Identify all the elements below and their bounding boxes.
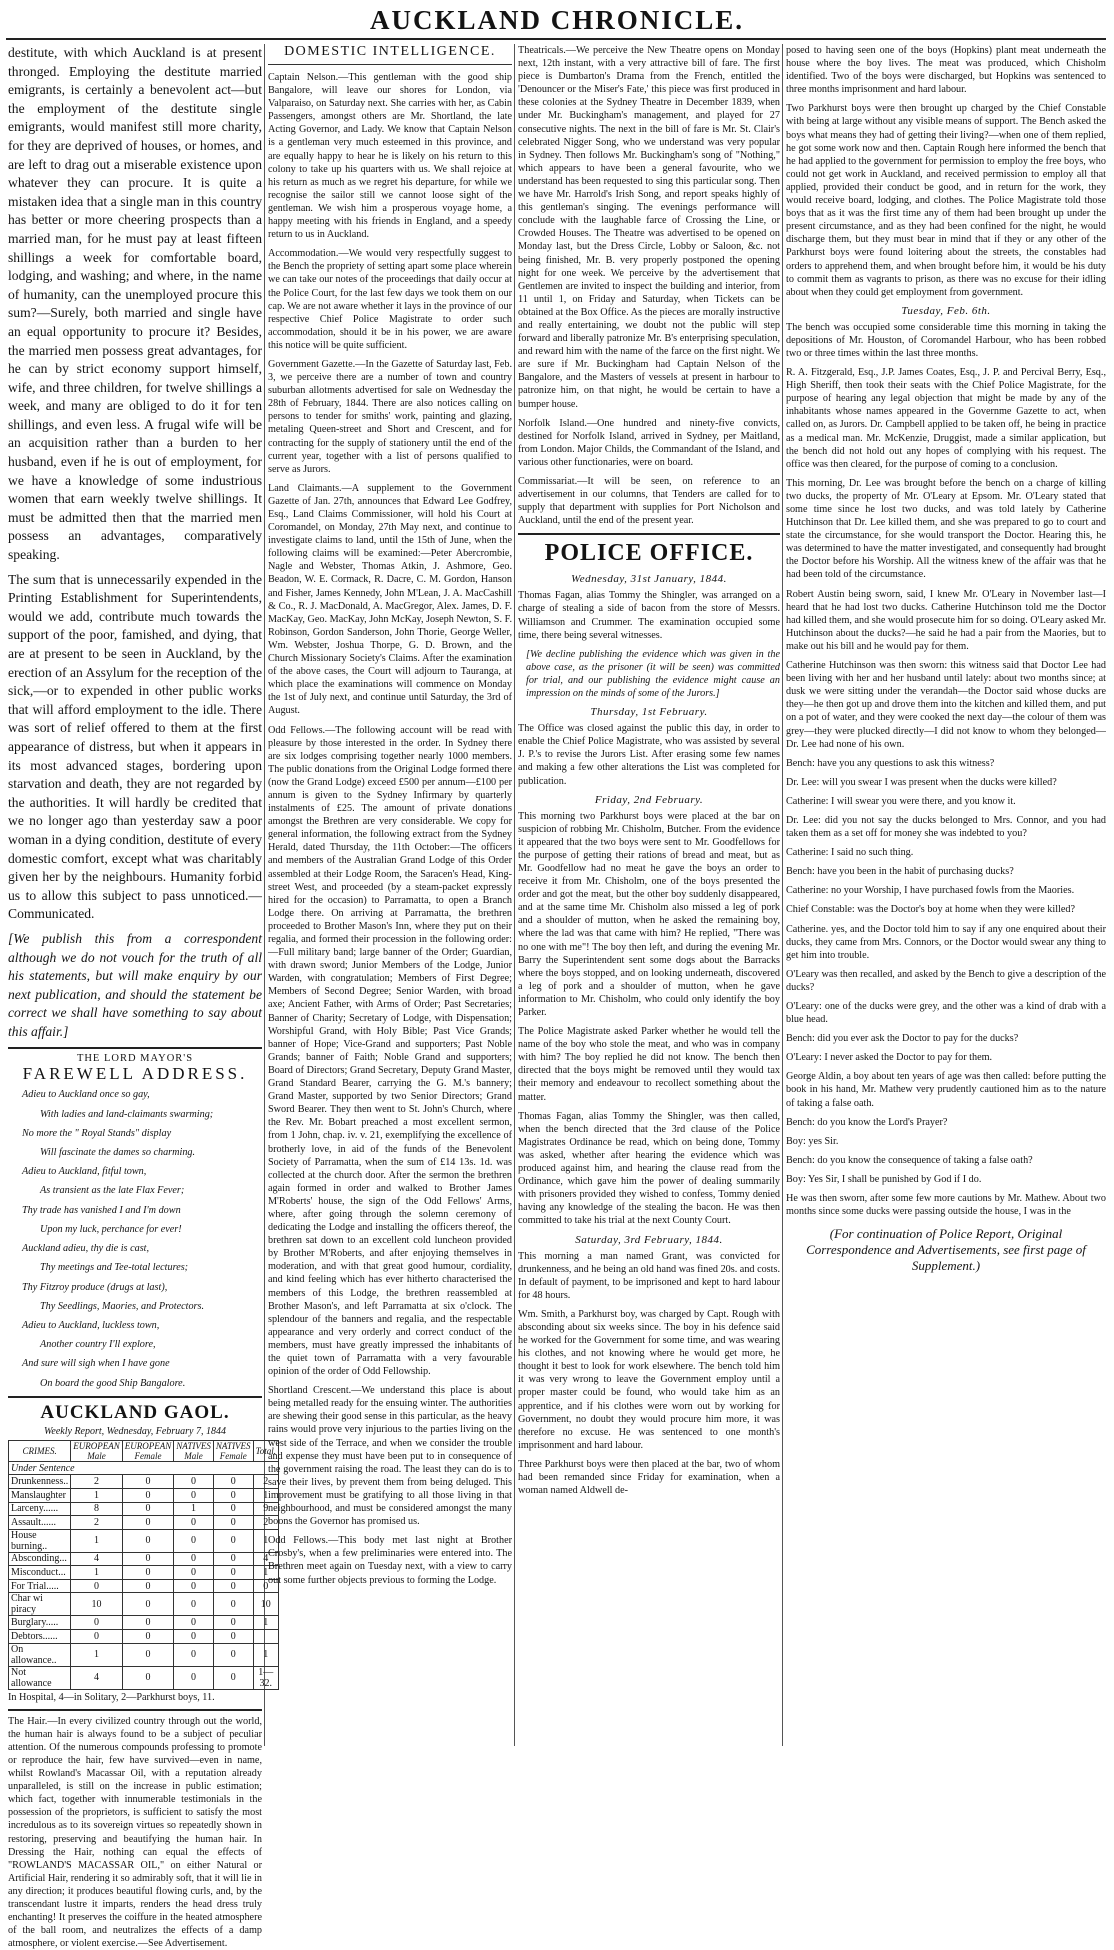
dialogue-line: He was then sworn, after some few more cautions by Mr. Mathew. About two months since some ducks were passing outside the house, I was in the [786,1193,1106,1218]
dialogue-line: Chief Constable: was the Doctor's boy at home when they were killed? [786,904,1075,916]
table-cell: 1 [253,1488,278,1502]
dialogue-line: Catherine: I said no such thing. [786,847,914,859]
table-cell: 1 [71,1566,123,1580]
poem [8,1088,262,1389]
dialogue-line: Catherine: no your Worship, I have purchased fowls from the Maories. [786,885,1075,897]
table-row [9,1529,279,1552]
dialogue-line: George Aldin, a boy about ten years of age was then called: before putting the book in his hand, Mr. Mathew very prudently cautioned him as to the nature of taking a false oath. [786,1071,1106,1109]
table-cell: 0 [71,1579,123,1593]
table-cell: 0 [174,1666,214,1689]
column-4 [786,44,1106,1746]
table-header-row [9,1440,279,1461]
news-item: Accommodation.—We would very respectfully suggest to the Bench the propriety of setting apart some place wherein we can take our notes of the proceedings that daily occur at the Police Court, for the last few days we took them on our cap. We are not aware whether it lays in the province of our respective Chief Police Magistrate to order such accommodation, should it be in his power, we are aware this notice will be quite sufficient. [268,248,512,351]
dialogue-line: Bench: do you know the consequence of taking a false oath? [786,1154,1033,1166]
column-3 [518,44,780,1746]
date-heading: Saturday, 3rd February, 1844. [575,1233,723,1246]
poem-line: Another country I'll explore, [40,1339,156,1351]
poem-line: Upon my luck, perchance for ever! [40,1223,182,1235]
gaol-report-title: AUCKLAND GAOL. [8,1396,262,1424]
dialogue-line: Dr. Lee: will you swear I was present when the ducks were killed? [786,776,1057,788]
poem-line: And sure will sigh when I have gone [22,1358,170,1370]
table-cell: Burglary..... [9,1616,71,1630]
news-item: Odd Fellows.—The following account will be read with pleasure by those interested in the order. In Sydney there are six lodges comprising together nearly 1000 members. The public donations from the Original Lodge formed there (now the Grand Lodge) exceed £500 per annum—£100 per annum is given to the Sydney Infirmary by quarterly instalments of £25. The amount of private donations amongst the Brethren are very considerable. We copy for general information, the following extract from the Sydney Herald, dated Thursday, the 11th October:—The officers and members of the Australian Grand Lodge of this Order assembled at their Lodge Room, the Saracen's Head, King-street West, and proceeded (by a steam-packet expressly hired for the occasion) to Parramatta, to open a Branch Lodge there. On arriving at Parramatta, the brethren proceeded to Brother Mason's Inn, where they put on their regalia, and formed their procession in the following order:—Full military band; large banner of the Order; Guardian, with drawn sword; Junior Members of the Lodge, Junior Warden, with congratulation; Members of First Degree; Members of Second Degree; Senior Warden, with broad axe; Ancient Father, with Arms of Order; Past Secretaries; Banner of Charity; Secretary of Lodge, with Dispensation; Worshipful Grand, with Holy Bible; Past Vice Grands; banner of Hope; Vice-Grand and supporters; Past Noble Grands; banner of Faith; Noble Grand and supporters; Board of Directors; Grand Secretary, Deputy Grand Master, Grand Standard Bearer, carrying the G. M.'s bannery; Grand Master, supported by two Senior Directors; Grand Sword Bearer. They then went to St. John's Church, where the Rev. Mr. Bobart preached a most excellent sermon, from 1 John, chap. iv. v. 21, exemplifying the excellence of brotherly love, in aid of the funds of the Benevolent Society of Parramatta, when the sum of £14 13s. 1d. was collected at the church door. After the sermon the brethren again formed in order and walked to Brother James M'Roberts' house, the sign of the Odd Fellows' Arms, where, after going through the solemn ceremony of dedicating the Lodge and installing the officers thereof, the brethren sat down to an excellent cold luncheon provided by Brother M'Roberts, and after enjoying themselves in moderation, and with that great good humour, cordiality, and kind feeling which has ever hitherto characterised the members of this Lodge, the brethren reassembled at Brother Mason's, and left Parramatta at six o'clock. The splendour of the banners and regalia, and the respectable appearance and very orderly and correct conduct of the members, must have greatly impressed the inhabitants of the quiet town of Parramatta with a very favourable opinion of the order of Odd Fellowship. [268,724,512,1378]
table-row [9,1516,279,1530]
table-cell: 0 [213,1593,253,1616]
dialogue-line: Bench: have you any questions to ask this witness? [786,757,995,769]
table-cell: 2 [253,1516,278,1530]
table-cell: Manslaughter [9,1488,71,1502]
section-title: DOMESTIC INTELLIGENCE. [268,44,512,65]
date-heading: Friday, 2nd February. [594,793,704,806]
column-header: EUROPEAN Male [71,1440,123,1461]
column-header: CRIMES. [9,1440,71,1461]
table-cell: 0 [122,1475,174,1489]
dialogue-line: Catherine: I will swear you were there, and you know it. [786,795,1016,807]
poem-line: Thy meetings and Tee-total lectures; [40,1262,189,1274]
table-cell: Misconduct... [9,1566,71,1580]
gaol-note: In Hospital, 4—in Solitary, 2—Parkhurst boys, 11. [8,1691,215,1703]
table-cell: Char wi piracy [9,1593,71,1616]
table-cell: 0 [122,1666,174,1689]
poem-heading [8,1047,262,1084]
table-row [9,1616,279,1630]
column-header: NATIVES Male [174,1440,214,1461]
column-1 [8,44,276,1950]
table-cell: 0 [122,1593,174,1616]
dialogue-line: Dr. Lee: did you not say the ducks belonged to Mrs. Connor, and you had taken them as a set off for money she was indebted to you? [786,814,1106,840]
poem-title-small: THE LORD MAYOR'S [76,1053,194,1065]
table-cell: 0 [174,1643,214,1666]
table-cell: 0 [122,1566,174,1580]
editorial-note: [We decline publishing the evidence which was given in the above case, as the prisoner (it will be seen) was committed for trial, and our publishing the evidence might cause an impression on the minds of some of the Jurors.] [526,648,780,700]
report-paragraph: This morning two Parkhurst boys were placed at the bar on suspicion of robbing Mr. Chisholm, Butcher. From the evidence it appeared that the two boys were sent to Mr. Goodfellows for the purpose of getting their rations of bread and meat, but as Mr. Goodfellow had no meat he gave the boys an order to receive it from Mr. Chisholm, one of the boys presented the order and got the meat, but the other boy suddenly disappeared, and at the same time Mr. Chisholm also missed a leg of pork and a shoulder of mutton, when he asked the remaining boy, where the lad was that came with him? He replied, "There was no one with me"! The boy then left, and during the evening Mr. Barry the Superintendent sent some dogs about the Barracks where the boys stopped, and on looking underneath, discovered a leg of pork and a shoulder of mutton, when he gave information to Mr. Chisholm, who could only identify the boy Parker. [518,810,780,1018]
report-paragraph: The bench was occupied some considerable time this morning in taking the depositions of Mr. Houston, of Coromandel Harbour, who has been robbed two or three times within the last three months. [786,321,1106,359]
dialogue-line: Boy: Yes Sir, I shall be punished by God if I do. [786,1173,982,1185]
table-row [9,1579,279,1593]
hair-advertisement [8,1709,262,1950]
dialogue-line: O'Leary was then recalled, and asked by the Bench to give a description of the ducks? [786,968,1106,993]
table-cell: 10 [253,1593,278,1616]
table-cell: 0 [174,1566,214,1580]
masthead-rule [6,38,1106,40]
table-cell: 0 [174,1616,214,1630]
table-row [9,1502,279,1516]
column-header: NATIVES Female [213,1440,253,1461]
poem-line: Auckland adieu, thy die is cast, [22,1243,150,1255]
table-cell: 0 [122,1579,174,1593]
column-divider [514,44,515,1746]
table-cell: 0 [122,1488,174,1502]
poem-line: Adieu to Auckland, fitful town, [22,1166,147,1178]
news-item: Odd Fellows.—This body met last night at Brother Crosby's, when a few preliminaries were entered into. The Brethren meet again on Tuesday next, with a view to carry out some further objects previous to forming the Lodge. [268,1535,512,1586]
table-row [9,1666,279,1689]
date-heading: Thursday, 1st February. [590,706,708,719]
column-2 [268,44,512,1746]
poem-line: As transient as the late Flax Fever; [40,1185,185,1197]
table-cell: Under Sentence [9,1461,279,1475]
table-row [9,1630,279,1644]
newspaper-title: AUCKLAND CHRONICLE. [369,4,745,35]
report-paragraph: The Police Magistrate asked Parker whether he would tell the name of the boy who stole the meat, and who was in company with him? The boy replied he did not know. The bench then directed that the boys might be removed until they would tax their memory and endeavour to recollect something about the matter. [518,1026,780,1103]
poem-line: On board the good Ship Bangalore. [40,1377,186,1389]
table-cell: 9 [253,1502,278,1516]
table-row [9,1488,279,1502]
table-cell: 0 [174,1529,214,1552]
table-row [9,1593,279,1616]
report-paragraph: This morning, Dr. Lee was brought before the bench on a charge of killing two ducks, the property of Mr. O'Leary at Epsom. Mr. O'Leary stated that some time since he lost two ducks, and was told lately by Catherine Hutchinson that Dr. Lee killed them, and she was prepared to go to court and state the circumstance, for she would transport the Doctor. Hearing this, he was determined to have the matter investigated, and consequently had brought the Doctor before his Worship. All the witness knew of the affair was that he had been told of the circumstance. [786,477,1106,581]
news-item: Captain Nelson.—This gentleman with the good ship Bangalore, will leave our shores for London, via Valparaiso, on Saturday next. She carries with her, as Cabin Passengers, amongst others are Mr. Shortland, the late Acting Governor, and Lady. We know that Captain Nelson is a gentleman very much esteemed in this province, and are equally happy to hear he is likely on his return to this colony to take up his quarters with us. We shall rejoice at his return as much as we regret his departure, for while we recognise the sailor still we cannot loose sight of the gentleman. We wish him a prosperous voyage home, a happy meeting with his friends in England, and a speedy return to us in Auckland. [268,72,512,241]
table-cell: 0 [213,1643,253,1666]
lead-article [8,44,262,1041]
table-cell: 0 [122,1516,174,1530]
table-cell: For Trial..... [9,1579,71,1593]
table-cell: 1—32. [253,1666,278,1689]
news-item: Government Gazette.—In the Gazette of Saturday last, Feb. 3, we perceive there are a number of town and country suburban allotments advertised for sale on Wednesday the 28th of February, 1844. There are also notices calling on persons to tender for smiths' work, painting and glazing, metaling Queen-street and Short and Crescent, and for contracting for the supply of stationery until the end of the current year, together with a list of persons qualified to serve as Jurors. [268,358,512,475]
table-cell: 0 [213,1529,253,1552]
table-cell: 8 [71,1502,123,1516]
continuation-note: (For continuation of Police Report, Original Correspondence and Advertisements, see first page of Supplement.) [806,1226,1086,1274]
table-cell: Debtors...... [9,1630,71,1644]
report-paragraph: The Office was closed against the public this day, in order to enable the Chief Police Magistrate, who was assisted by several J. P.'s to revise the Jurors List. After erasing some few names and making a few other alterations the List was completed for publication. [518,723,780,787]
table-cell: 0 [213,1579,253,1593]
report-paragraph: Thomas Fagan, alias Tommy the Shingler, was then called, when the bench directed that the 3rd clause of the Police Magistrates Ordinance be read, which on being done, Tommy was asked, whether after hearing the evidence which was produced against him, and hearing the clause read from the Ordinance, which gave him the power of dealing summarily with prisoners provided they wished to confess, Tommy denied having any knowledge of the stealing the bacon. He was then committed to take his trial at the next County Court. [518,1110,780,1227]
table-cell: 0 [174,1630,214,1644]
news-item: Commissariat.—It will be seen, on reference to an advertisement in our columns, that Tenders are called for to supply that department with supplies for Port Nicholson and Auckland, until the end of the present year. [518,476,780,527]
table-cell: 1 [71,1488,123,1502]
table-cell: On allowance.. [9,1643,71,1666]
table-cell: 0 [122,1616,174,1630]
report-paragraph: This morning a man named Grant, was convicted for drunkenness, and he being an old hand was fined 20s. and costs. In default of payment, to be imprisoned and kept to hard labour for 48 hours. [518,1250,780,1301]
table-cell: 4 [71,1552,123,1566]
report-paragraph: R. A. Fitzgerald, Esq., J.P. James Coates, Esq., J. P. and Percival Berry, Esq., High Sheriff, then took their seats with the Chief Police Magistrate, for the purpose of hearing any legal objection that might be made by any of the inhabitants whose names appeared in the Governme Gazette to act, when called on, as Jurors. Dr. Campbell applied to be taken off, he being in practice as a medical man. Mr. McKenzie, Druggist, made a similar application, but the bench did not hold out any hopes of complying with his request. The office was then cleared, for the purpose of coming to a conclusion. [786,367,1106,470]
table-cell: 0 [213,1552,253,1566]
poem-line: Thy Fitzroy produce (drugs at last), [22,1281,168,1293]
report-paragraph: Robert Austin being sworn, said, I knew Mr. O'Leary in November last—I heard that he had lost two ducks. Catherine Hutchinson told me the Doctor had killed them, and she would prosecute him for so doing. O'Leary asked Mr. Hutchinson about the ducks?—he said he had a pair from the Maories, but to make out his bill and he would pay for them. [786,588,1106,652]
article-paragraph: [We publish this from a correspondent although we do not vouch for the truth of all his statements, but will make enquiry by our next publication, and should the statement be correct we shall have something to say about this affair.] [8,930,262,1039]
news-item: Land Claimants.—A supplement to the Government Gazette of Jan. 27th, announces that Edward Lee Godfrey, Esq., Land Claims Commissioner, will hold his Court at Coromandel, on Monday, 27th May next, and continue to investigate claims to land, until the 15th of June, when the following claims will be examined:—Peter Abercrombie, Nagle and Webster, Thomas Atkin, J. Ashmore, Geo. Beadon, W. E. Cormack, R. Dacre, C. M. Gordon, Hanson and Fisher, James Kennedy, John M'Lean, J. A. MacCashill & Co., R. J. MacDonald, A. MacGregor, Alex. James, D. F. MacKay, Geo. MacKay, John McKay, Joseph Newton, S. F. Robinson, Gordon Sanderson, John Thorie, George Weller, Wm. Webster, Joshua Thorpe, G. D. Brown, and the Church Missionary Society's Claims. After the examination of the above cases, the Court will adjourn to Tauranga, at which place the examinations will commence on Monday the 1st of July next, and continue until Saturday, the 3rd of August. [268,482,512,717]
poem-title-large: FAREWELL ADDRESS. [22,1064,248,1084]
table-cell: 1 [253,1616,278,1630]
report-paragraph: Three Parkhurst boys were then placed at the bar, two of whom had been remanded since Friday for examination, when a woman named Aldwell de- [518,1458,780,1497]
report-paragraph: Catherine Hutchinson was then sworn: this witness said that Doctor Lee had been living with her and her husband until lately: about two months since; at dusk we were sitting under the verandah—the Doctor said whose ducks are they—he then got up and drove them into the kitchen and killed them, and put on a pot of water, and they were cooked the next day—the colour of them was grey—they were plucked directly—I did not know to whom they belonged—Dr. Lee had none of his own. [786,660,1106,750]
table-cell: Larceny...... [9,1502,71,1516]
table-cell: House burning.. [9,1529,71,1552]
poem-line: Will fascinate the dames so charming. [40,1147,196,1159]
table-cell: 1 [253,1566,278,1580]
poem-line: Adieu to Auckland once so gay, [22,1089,150,1101]
table-cell: 0 [122,1502,174,1516]
news-item: Shortland Crescent.—We understand this place is about being metalled ready for the ensuing winter. The authorities are shewing their good sense in this particular, as the heavy rains would prove very injurious to the parties living on the west side of the Terrace, and when we consider the trouble and expense they must have been put to in consequence of the government raising the road. The least they can do is to save their lives, by prevent them from being deluged. This improvement must be gratifying to all those living in that neighbourhood, and must be considered amongst the many boons the Governor has promised us. [268,1385,512,1528]
table-cell: 0 [174,1579,214,1593]
table-cell: 0 [213,1566,253,1580]
poem-line: No more the " Royal Stands" display [22,1127,172,1139]
poem-line: With ladies and land-claimants swarming; [40,1108,214,1120]
report-paragraph: Two Parkhurst boys were then brought up charged by the Chief Constable with being at large without any visible means of support. The Bench asked the boys what means they had of getting their living?—when one of them replied, he got some work now and then. Captain Rough here informed the bench that he had applied to the government for permission to employ the free boys, who could not get work in Auckland, and received permission to employ all that applied, provided their conduct be good, and in return for the work, they would receive board, lodging, and clothes. The Police Magistrate told those boys that as it was the first time any of them had been brought up under the present circumstance, and as they had been confined for the night, he would discharge them, but they must bear in mind that if they or any other of the Parkhurst boys were found loitering about the streets, the constables had orders to apprehend them, and when brought before him, it would be his duty to commit them as vagrants to prison, as there was no excuse for their idling about when they could get employment from government. [786,103,1106,298]
table-row [9,1566,279,1580]
table-cell: 0 [213,1502,253,1516]
table-row [9,1475,279,1489]
date-heading: Tuesday, Feb. 6th. [901,304,991,317]
table-cell: 1 [174,1502,214,1516]
table-cell: 2 [71,1516,123,1530]
table-cell: 10 [71,1593,123,1616]
column-divider [782,44,783,1746]
dialogue-line: Boy: yes Sir. [786,1135,839,1147]
article-paragraph: The sum that is unnecessarily expended in the Printing Establishment for Superintendents, would we add, contribute much towards the support of the poor, famished, and dying, that are at present to be seen in Auckland, by the erection of an Assylum for the reception of the sick,—or to expended in other public works that will afford employment to the idle. There was sort of relief offered to them at the first appearance of distress, but when it appears in its most advanced stages, bordering upon starvation and death, they are not regarded by the authorities. It will hardly be credited that we no longer ago than yesterday saw a poor woman in a dying condition, destitute of every domestic comfort, except what was charitably given her by the neighbours. Humanity forbid us to allow this subject to pass unnoticed.—Communicated. [8,571,262,922]
table-cell: Drunkenness.. [9,1475,71,1489]
table-cell: 0 [174,1593,214,1616]
table-cell: 0 [174,1516,214,1530]
table-cell: 0 [174,1488,214,1502]
table-cell: 0 [213,1630,253,1644]
table-cell: 0 [213,1488,253,1502]
table-cell: 2 [253,1475,278,1489]
news-item: Norfolk Island.—One hundred and ninety-five convicts, destined for Norfolk Island, arrived in Sydney, per Maitland, from London. Major Childs, the Commandant of the Island, and various other functionaries, were on board. [518,417,780,468]
table-cell: 1 [253,1643,278,1666]
table-cell: 0 [122,1630,174,1644]
news-item: Theatricals.—We perceive the New Theatre opens on Monday next, 12th instant, with a very attractive bill of fare. The first piece is Dumbarton's Drama from the French, entitled the 'Denouncer or the Miser's Fate,' this piece was first produced in these colonies at the Sydney Theatre in December 1839, when under Mr. Buckingham's management, and played for 27 consecutive nights. The next in the bill of fare is Mr. St. Clair's celebrated Nigger Song, who we understand was very popular in Sydney. Then follows Mr. Buckingham's song of "Nothing," which appears to have been a general favourite, who we understand has been requested to sing this particular song. Then we have Mr. Harrold's Irish Song, and report speaks highly of this gentleman's singing. The evenings performance will conclude with the laughable farce of Crossing the Line, or Crowded Houses. The Theatre was advertised to be opened on Monday last, but the Dress Circle, Lobby or Saloon, &c. not being finished, Mr. B. very properly postponed the opening night for one week. We perceive by the advertisement that Gentlemen are invited to inspect the building and interior, from 11 until 1, on Friday and Saturday, when Tickets can be obtained at the Box Office. As the pieces are morally instructive and really entertaining, we doubt not the public will step forward and liberally patronize Mr. B's enterprising speculation, and reward him with the name of the farce on the first night. We are sure if Mr. Buckingham had Captain Nelson of the Bangalore, and the Masters of vessels at present in harbour to patronize him, on that night, he would be certain to have a bumper house. [518,45,780,410]
gaol-report-subtitle: Weekly Report, Wednesday, February 7, 1844 [44,1425,226,1437]
table-cell: 0 [174,1552,214,1566]
gaol-table [8,1440,279,1690]
table-row [9,1461,279,1475]
table-cell: 0 [71,1630,123,1644]
table-cell: Absconding... [9,1552,71,1566]
report-paragraph: Wm. Smith, a Parkhurst boy, was charged by Capt. Rough with absconding about six weeks since. The boy in his defence said he worked for the Government for some time, and was wearing his clothes, and not knowing where he would get more, he thought it best to look for work elsewhere. The bench told him it was very wrong to leave the Government employ until a proper master could be found, who would take him as an apprentice, and if his clothes were worn out by working for Government, no doubt they would procure him more, it was therefore no excuse. He was sentenced to one month's imprisonment and hard labour. [518,1308,780,1451]
table-row [9,1643,279,1666]
table-cell: 0 [174,1475,214,1489]
table-cell: 0 [253,1579,278,1593]
report-paragraph: posed to having seen one of the boys (Hopkins) plant meat underneath the house where the boy lives. The meat was produced, which Chisholm identified. Two of the boys were discharged, but Hopkins was sentenced to three months imprisonment and hard labour. [786,45,1106,96]
table-cell: 0 [122,1529,174,1552]
table-cell: Assault...... [9,1516,71,1530]
table-cell: 0 [122,1643,174,1666]
dialogue-line: Bench: did you ever ask the Doctor to pay for the ducks? [786,1033,1019,1045]
dialogue-line: Bench: have you been in the habit of purchasing ducks? [786,866,1014,878]
report-paragraph: Thomas Fagan, alias Tommy the Shingler, was arranged on a charge of stealing a side of bacon from the store of Messrs. Williamson and Crummer. The examination occupied some time, there being several witnesses. [518,590,780,641]
table-cell: 1 [253,1529,278,1552]
table-cell: 0 [213,1616,253,1630]
column-header: Total. [253,1440,278,1461]
poem-line: Thy Seedlings, Maories, and Protectors. [40,1300,205,1312]
dialogue-line: Catherine. yes, and the Doctor told him to say if any one enquired about their ducks, they came from Mrs. Connors, or the Doctor would swear any thing to get him into trouble. [786,923,1106,961]
table-cell: 0 [213,1666,253,1689]
table-cell: 0 [71,1616,123,1630]
table-cell: Not allowance [9,1666,71,1689]
dialogue-line: O'Leary: one of the ducks were grey, and the other was a kind of drab with a blue head. [786,1001,1106,1026]
advert-text: The Hair.—In every civilized country through out the world, the human hair is always found to be a subject of peculiar attention. Of the numerous compounds professing to promote or reproduce the hair, few have survived—even in name, whilst Rowland's Macassar Oil, with a reputation already unparalleled, is still on the increase in public estimation; which fact, together with innumerable testimonials in the possession of the proprietors, is sufficient to satisfy the most incredulous as to its sovereign virtues so repeatedly shown in restoring, preserving and beautifying the human hair. In Dressing the Hair, nothing can equal the effects of "ROWLAND'S MACASSAR OIL," on either Natural or Artificial Hair, rendering it so admirably soft, that it will lie in any direction; it produces beautiful flowing curls, and, by the transcendant lustre it imparts, renders the head dress truly enchanting! It preserves the coiffure in the heated atmosphere of the ball room, and neutralizes the effects of a damp atmosphere, or violent exercise.—See Advertisement. [8,1715,262,1950]
table-row [9,1552,279,1566]
poem-line: Thy trade has vanished I and I'm down [22,1204,181,1216]
poem-line: Adieu to Auckland, luckless town, [22,1319,160,1331]
table-cell: 1 [71,1529,123,1552]
table-cell: 2 [71,1475,123,1489]
date-heading: Wednesday, 31st January, 1844. [571,573,727,586]
table-cell: 0 [122,1552,174,1566]
table-cell: 1 [71,1643,123,1666]
column-header: EUROPEAN Female [122,1440,174,1461]
dialogue-line: Bench: do you know the Lord's Prayer? [786,1116,948,1128]
masthead [0,0,1114,40]
table-cell: 4 [253,1552,278,1566]
table-cell: 0 [213,1475,253,1489]
article-paragraph: destitute, with which Auckland is at present thronged. Employing the destitute married emigrants, is certainly a benevolent act—but the employment of the destitute single emigrants, would manifest still more charity, for they are deprived of houses, or homes, and are left to drag out a miserable existence upon whatever they can procure. It is quite a mistaken idea that a single man in this country has better or more cheering prospects than a married man, for he must pay at least fifteen shillings a week for comfortable board, lodging, and washing; and where, in the name of humanity, can the unemployed procure this sum?—Surely, both married and single have an equal opportunity to procure it? Besides, the married men possess great advantages, for he can by strict economy support himself, wife, and three children, for twelve shillings a week, and many are obliged to do it for ten shillings, and even less. A frugal wife will be an acquisition rather than a burden to her husband, even if he is out of employment, for we have a knowledge of some industrious women that earn weekly twelve shillings. It must be admitted then that the married men possess an advantages, comparatively speaking. [8,45,262,563]
table-cell: 4 [71,1666,123,1689]
table-cell: 0 [213,1516,253,1530]
police-office-title: POLICE OFFICE. [518,533,780,567]
dialogue-line: O'Leary: I never asked the Doctor to pay for them. [786,1052,993,1064]
